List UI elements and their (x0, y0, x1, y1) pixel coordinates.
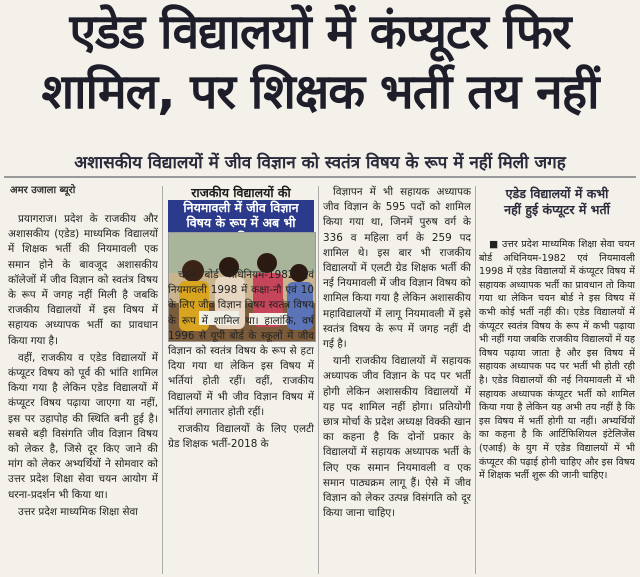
column-divider (475, 186, 476, 574)
column-2 (168, 268, 314, 574)
column-divider (318, 186, 319, 574)
photo-box-line-2: नियमावली में जीव विज्ञान (168, 200, 314, 215)
column-3 (323, 185, 471, 574)
sidebar-heading-line-1: एडेड विद्यालयों में कभी (505, 186, 609, 201)
paragraph: ■ उत्तर प्रदेश माध्यमिक शिक्षा सेवा चयन बोर्ड अधिनियम-1982 एवं नियमावली 1998 में एडेड विद्यालयों में कंप्यूटर विषय में सहायक अध्यापक भर्ती का प्रावधान तो किया गया था लेकिन चयन बोर्ड ने इस विषय में कभी कोई भर्ती नहीं की। एडेड विद्यालयों में कंप्यूटर स्वतंत्र विषय के रूप में कभी पढ़ाया भी नहीं गया जबकि राजकीय विद्यालयों में यह विषय पढ़ाया जाता है और इस विषय में सहायक अध्यापक पद पर भर्ती भी होती रही है। एडेड विद्यालयों की नई नियमावली में भी सहायक अध्यापक कंप्यूटर भर्ती को शामिल किया गया है लेकिन यह अभी तय नहीं है कि इस विषय में भर्ती होगी या नहीं। अभ्यर्थियों का कहना है कि आर्टिफिशियल इंटेलिजेंस (एआई) के युग में एडेड विद्यालयों में भी कंप्यूटर की पढ़ाई होनी चाहिए और इस विषय में शिक्षक भर्ती शुरू की जानी चाहिए। (479, 239, 635, 482)
byline: अमर उजाला ब्यूरो (10, 185, 76, 196)
paragraph: यानी राजकीय विद्यालयों में सहायक अध्यापक जीव विज्ञान के पद पर भर्ती होगी लेकिन अशासकीय विद्यालयों में यह पद शामिल नहीं होगा। प्रतियोगी छात्र मोर्चा के प्रदेश अध्यक्ष विक्की खान का कहना है कि दोनों प्रकार के विद्यालयों में सहायक अध्यापक भर्ती के लिए एक समान नियमावली व एक समान पाठ्यक्रम लागू हैं। ऐसे में जीव विज्ञान को लेकर उत्पन्न विसंगति को दूर किया जाना चाहिए। (323, 355, 471, 520)
headline-line-2: शामिल, पर शिक्षक भर्ती तय नहीं (41, 64, 599, 120)
sidebar-heading-line-2: नहीं हुई कंप्यूटर में भर्ती (504, 202, 610, 217)
photo-box-line-1: राजकीय विद्यालयों की (191, 185, 291, 200)
paragraph: प्रयागराज। प्रदेश के राजकीय और अशासकीय (एडेड) माध्यमिक विद्यालयों में शिक्षक भर्ती की नियमावली एक समान होने के बावजूद अशासकीय कॉलेजों में जीव विज्ञान को स्वतंत्र विषय के रूप में जगह नहीं मिली है जबकि राजकीय विद्यालयों में इस विषय में सहायक अध्यापक भर्ती का प्रावधान किया गया है। (8, 213, 158, 347)
photo-box-line-3: विषय के रूप में अब भी (168, 215, 314, 245)
sidebar-heading (479, 186, 635, 218)
headline (0, 2, 640, 122)
paragraph: उत्तर प्रदेश माध्यमिक शिक्षा सेवा (18, 505, 138, 518)
column-1 (8, 212, 158, 574)
headline-line-1: एडेड विद्यालयों में कंप्यूटर फिर (69, 4, 571, 60)
paragraph: विज्ञापन में भी सहायक अध्यापक जीव विज्ञान के 595 पदों को शामिल किया गया था, जिनमें पुरुष वर्ग के 336 व महिला वर्ग के 259 पद शामिल थे। इस बार भी राजकीय विद्यालयों में एलटी ग्रेड शिक्षक भर्ती की नई नियमावली में जीव विज्ञान विषय को शामिल किया गया है लेकिन अशासकीय महाविद्यालयों में लागू नियमावली में इसे स्वतंत्र विषय के रूप में जगह नहीं दी गई है। (323, 186, 471, 351)
subheadline: अशासकीय विद्यालयों में जीव विज्ञान को स्वतंत्र विषय के रूप में नहीं मिली जगह (74, 153, 566, 173)
paragraph: वहीं, राजकीय व एडेड विद्यालयों में कंप्यूटर विषय को पूर्व की भांति शामिल किया गया है लेकिन एडेड विद्यालयों में कंप्यूटर विषय पढ़ाया जाएगा या नहीं, इस पर उहापोह की स्थिति बनी हुई है। सबसे बड़ी विसंगति जीव विज्ञान विषय को लेकर है, जिसे दूर किए जाने की मांग को लेकर अभ्यर्थियों ने सोमवार को उत्तर प्रदेश शिक्षा सेवा चयन आयोग में धरना-प्रदर्शन भी किया था। (8, 351, 158, 501)
paragraph: चयन बोर्ड अधिनियम-1982 एवं नियमावली 1998 में कक्षा-नौ एवं 10 के लिए जीव विज्ञान विषय स्वतंत्र विषय के रूप में शामिल था। हालांकि, वर्ष 1996 से यूपी बोर्ड के स्कूलों में जीव विज्ञान को स्वतंत्र विषय के रूप से हटा दिया गया था लेकिन इस विषय में भर्तियां होती रहीं। वहीं, राजकीय विद्यालयों में भी जीव विज्ञान विषय में भर्तियां लगातार होती रहीं। (168, 269, 314, 418)
divider (4, 176, 636, 178)
paragraph: राजकीय विद्यालयों के लिए एलटी ग्रेड शिक्षक भर्ती-2018 के (168, 423, 314, 451)
column-divider (162, 186, 163, 574)
column-4 (479, 238, 635, 574)
